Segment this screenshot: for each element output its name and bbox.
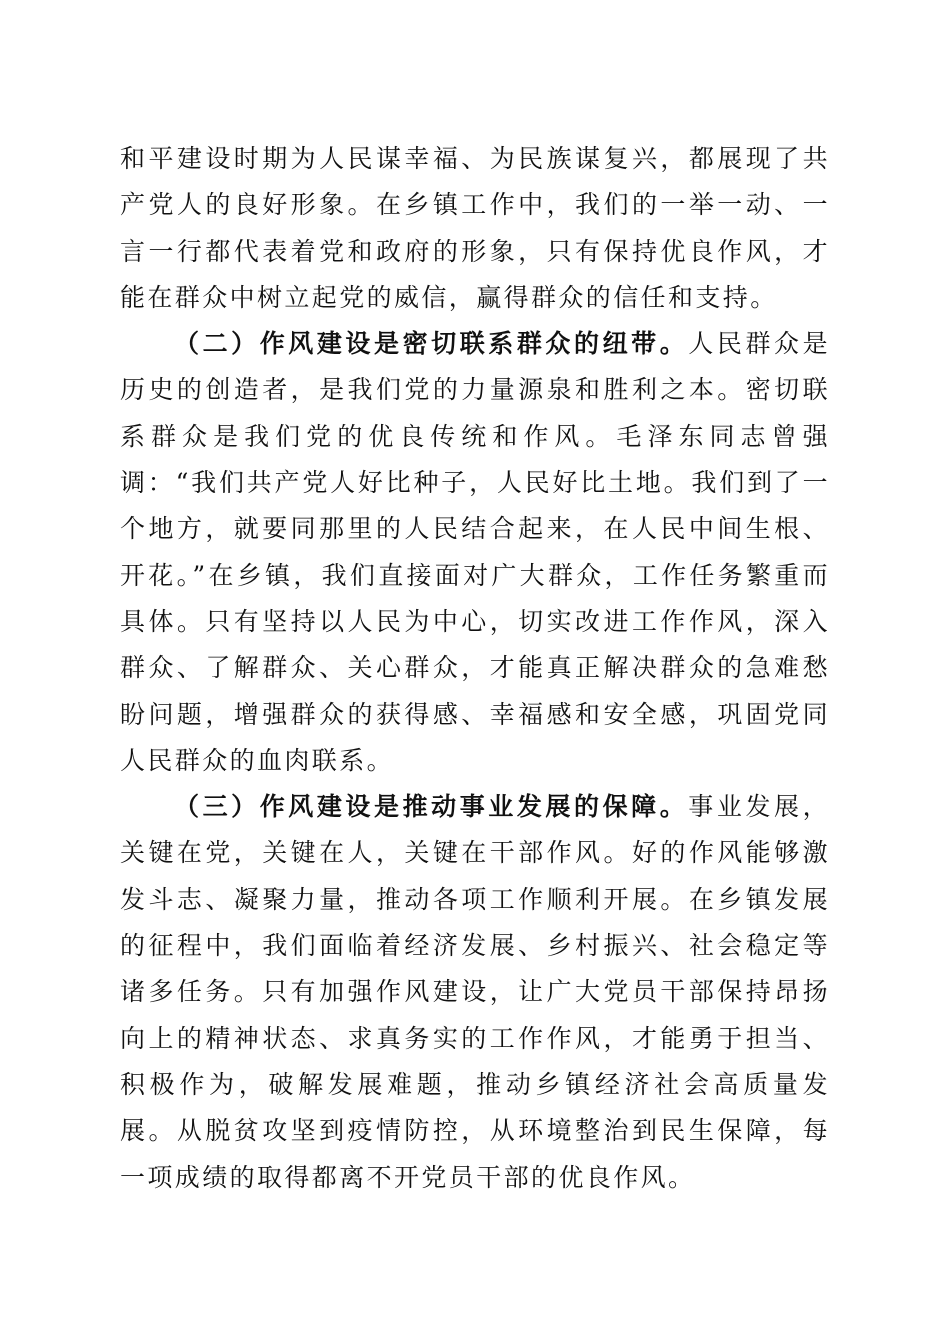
paragraph-text: 事业发展，关键在党，关键在人，关键在干部作风。好的作风能够激发斗志、凝聚力量，推动各项工作顺利开展。在乡镇发展的征程中，我们面临着经济发展、乡村振兴、社会稳定等诸多任务。只有加强作风建设，让广大党员干部保持昂扬向上的精神状态、求真务实的工作作风，才能勇于担当、积极作为，破解发展难题，推动乡镇经济社会高质量发展。从脱贫攻坚到疫情防控，从环境整治到民生保障，每一项成绩的取得都离不开党员干部的优良作风。 — [120, 792, 830, 1192]
paragraph-continuation — [120, 136, 830, 321]
paragraph-section-2 — [120, 321, 830, 784]
section-heading-2: （二）作风建设是密切联系群众的纽带。 — [174, 329, 689, 359]
section-heading-3: （三）作风建设是推动事业发展的保障。 — [174, 792, 689, 822]
paragraph-text: 和平建设时期为人民谋幸福、为民族谋复兴，都展现了共产党人的良好形象。在乡镇工作中，我们的一举一动、一言一行都代表着党和政府的形象，只有保持优良作风，才能在群众中树立起党的威信，赢得群众的信任和支持。 — [120, 144, 830, 312]
document-page — [120, 136, 830, 1201]
paragraph-section-3 — [120, 784, 830, 1201]
paragraph-text: 人民群众是历史的创造者，是我们党的力量源泉和胜利之本。密切联系群众是我们党的优良传统和作风。毛泽东同志曾强调：“我们共产党人好比种子，人民好比土地。我们到了一个地方，就要同那里的人民结合起来，在人民中间生根、开花。”在乡镇，我们直接面对广大群众，工作任务繁重而具体。只有坚持以人民为中心，切实改进工作作风，深入群众、了解群众、关心群众，才能真正解决群众的急难愁盼问题，增强群众的获得感、幸福感和安全感，巩固党同人民群众的血肉联系。 — [120, 329, 830, 775]
